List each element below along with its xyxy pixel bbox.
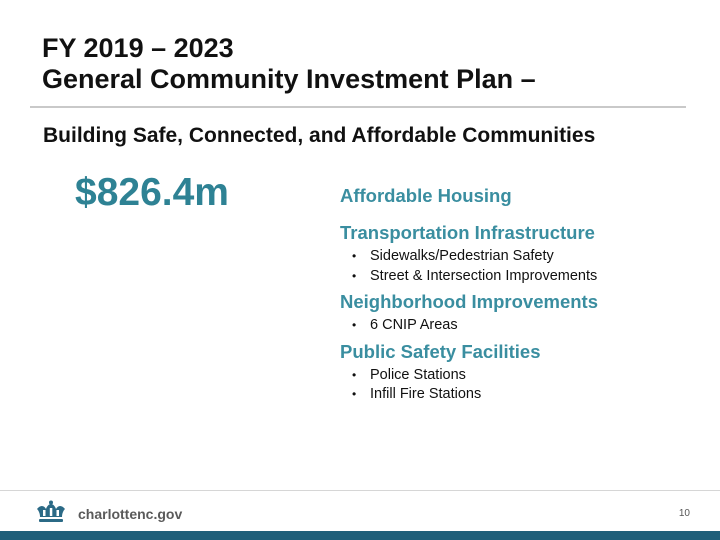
bullet-dot-icon: • [352,268,357,283]
slide-title [42,33,682,95]
bullet-item [340,247,710,267]
crown-icon [34,500,68,526]
bullet-dot-icon: • [352,387,357,401]
category-bullet-list [340,247,710,286]
slide-title-line-2: General Community Investment Plan – [42,64,536,94]
bullet-item [340,385,710,405]
footer-website-link[interactable]: charlottenc.gov [78,506,183,522]
bullet-dot-icon: • [352,367,357,382]
category-bullet-list [340,316,710,336]
bullet-dot-icon: • [352,318,357,332]
category-bullet-list [340,366,710,405]
category-neighborhood-improvements [340,290,710,336]
category-public-safety-facilities [340,340,710,405]
bullet-text: Infill Fire Stations [370,386,482,402]
bullet-item [340,267,710,287]
category-transportation-infrastructure [340,221,710,286]
category-affordable-housing [340,184,710,208]
bullet-dot-icon: • [352,249,357,263]
investment-categories [340,184,710,405]
slide-subtitle: Building Safe, Connected, and Affordable Communities [43,124,596,147]
category-heading: Public Safety Facilities [340,340,541,362]
bullet-text: Police Stations [370,366,466,383]
title-divider [30,106,686,108]
bullet-item [340,316,710,336]
bullet-text: Street & Intersection Improvements [370,267,598,284]
total-investment-amount: $826.4m [75,171,229,214]
slide-title-line-1: FY 2019 – 2023 [42,33,234,63]
bullet-text: Sidewalks/Pedestrian Safety [370,248,554,264]
category-heading: Affordable Housing [340,185,512,206]
footer-divider [0,490,720,491]
bullet-text: 6 CNIP Areas [370,317,458,333]
bullet-item [340,366,710,386]
footer-color-bar [0,531,720,540]
category-heading: Transportation Infrastructure [340,222,595,243]
category-heading: Neighborhood Improvements [340,291,598,312]
page-number: 10 [678,508,690,519]
